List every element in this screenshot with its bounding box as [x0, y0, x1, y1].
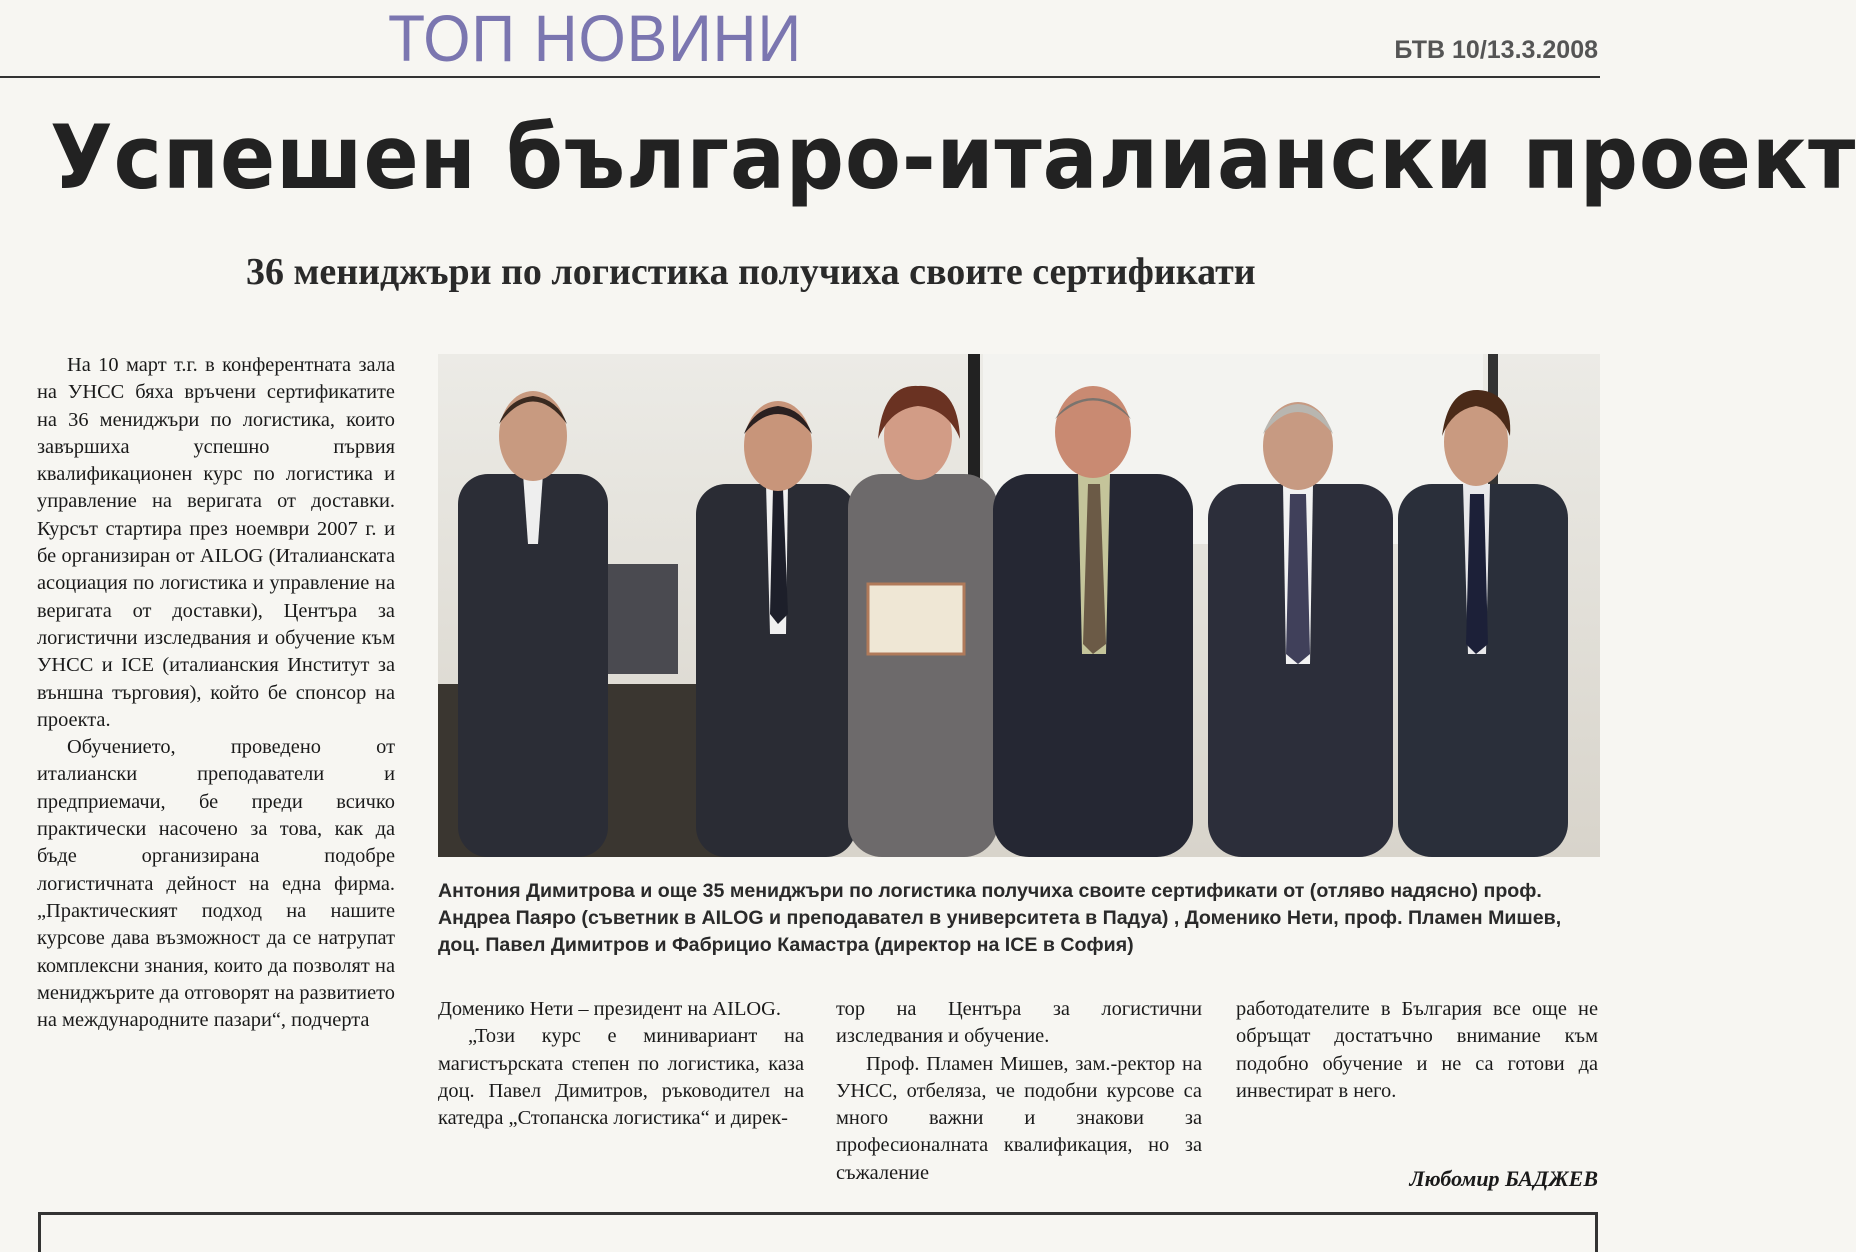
- article-column-4: [1236, 996, 1598, 1105]
- top-rule: [0, 76, 1600, 78]
- article-column-2: [438, 996, 804, 1132]
- next-article-frame: [38, 1212, 1598, 1252]
- paragraph: На 10 март т.г. в конферентната зала на УНСС бяха връчени сертификатите на 36 мениджъри по логистика, които завършиха успешно първия квалификационен курс по логистика и управление на веригата от доставки. Курсът стартира през ноември 2007 г. и бе организиран от AILOG (Италианската асоциация по логистика и управление на веригата от доставки), Центъра за логистични изследвания и обучение към УНСС и ICE (италианския Институт за външна търговия), който бе спонсор на проекта.: [37, 354, 395, 731]
- issue-date: БТВ 10/13.3.2008: [1394, 36, 1598, 64]
- paragraph: работодателите в България все още не обръщат достатъчно внимание към подобно обучение и не са готови да инвестират в него.: [1236, 998, 1598, 1102]
- paragraph: Обучението, проведено от италиански преподаватели и предприемачи, бе преди всичко практически насочено за това, как да бъде организирана подобре логистичната дейност на една фирма. „Практическият подход на нашите курсове дава възможност да се натрупат комплексни знания, които да позволят на мениджърите да отговорят на развитието на международните пазари“, подчерта: [37, 736, 395, 1032]
- photo-caption: Антония Димитрова и още 35 мениджъри по логистика получиха своите сертификати от (отляво надясно) проф. Андреа Паяро (съветник в AILOG и преподавател в университета в Падуа) , Доменико Нети, проф. Пламен Мишев, доц. Павел Димитров и Фабрицио Камастра (директор на ICE в София): [438, 880, 1562, 956]
- article-photo: [438, 354, 1600, 857]
- paragraph: Доменико Нети – президент на AILOG.: [438, 998, 781, 1020]
- section-title: ТОП НОВИНИ: [388, 1, 803, 75]
- paragraph: тор на Центъра за логистични изследвания и обучение.: [836, 998, 1202, 1048]
- article-column-3: [836, 996, 1202, 1187]
- paragraph: Проф. Пламен Мишев, зам.-ректор на УНСС, отбеляза, че подобни курсове са много важни и знакови за професионалната квалификация, но за съжаление: [836, 1052, 1202, 1184]
- paragraph: „Този курс е минивариант на магистърската степен по логистика, каза доц. Павел Димитров, ръководител на катедра „Стопанска логистика“ и дирек-: [438, 1025, 804, 1130]
- article-column-1: [37, 352, 395, 1034]
- headline: Успешен българо-италиански проект: [50, 106, 1856, 209]
- group-photo-illustration: [438, 354, 1600, 857]
- author-byline: Любомир БАДЖЕВ: [1409, 1166, 1598, 1191]
- subheadline: 36 мениджъри по логистика получиха своите сертификати: [246, 251, 1256, 293]
